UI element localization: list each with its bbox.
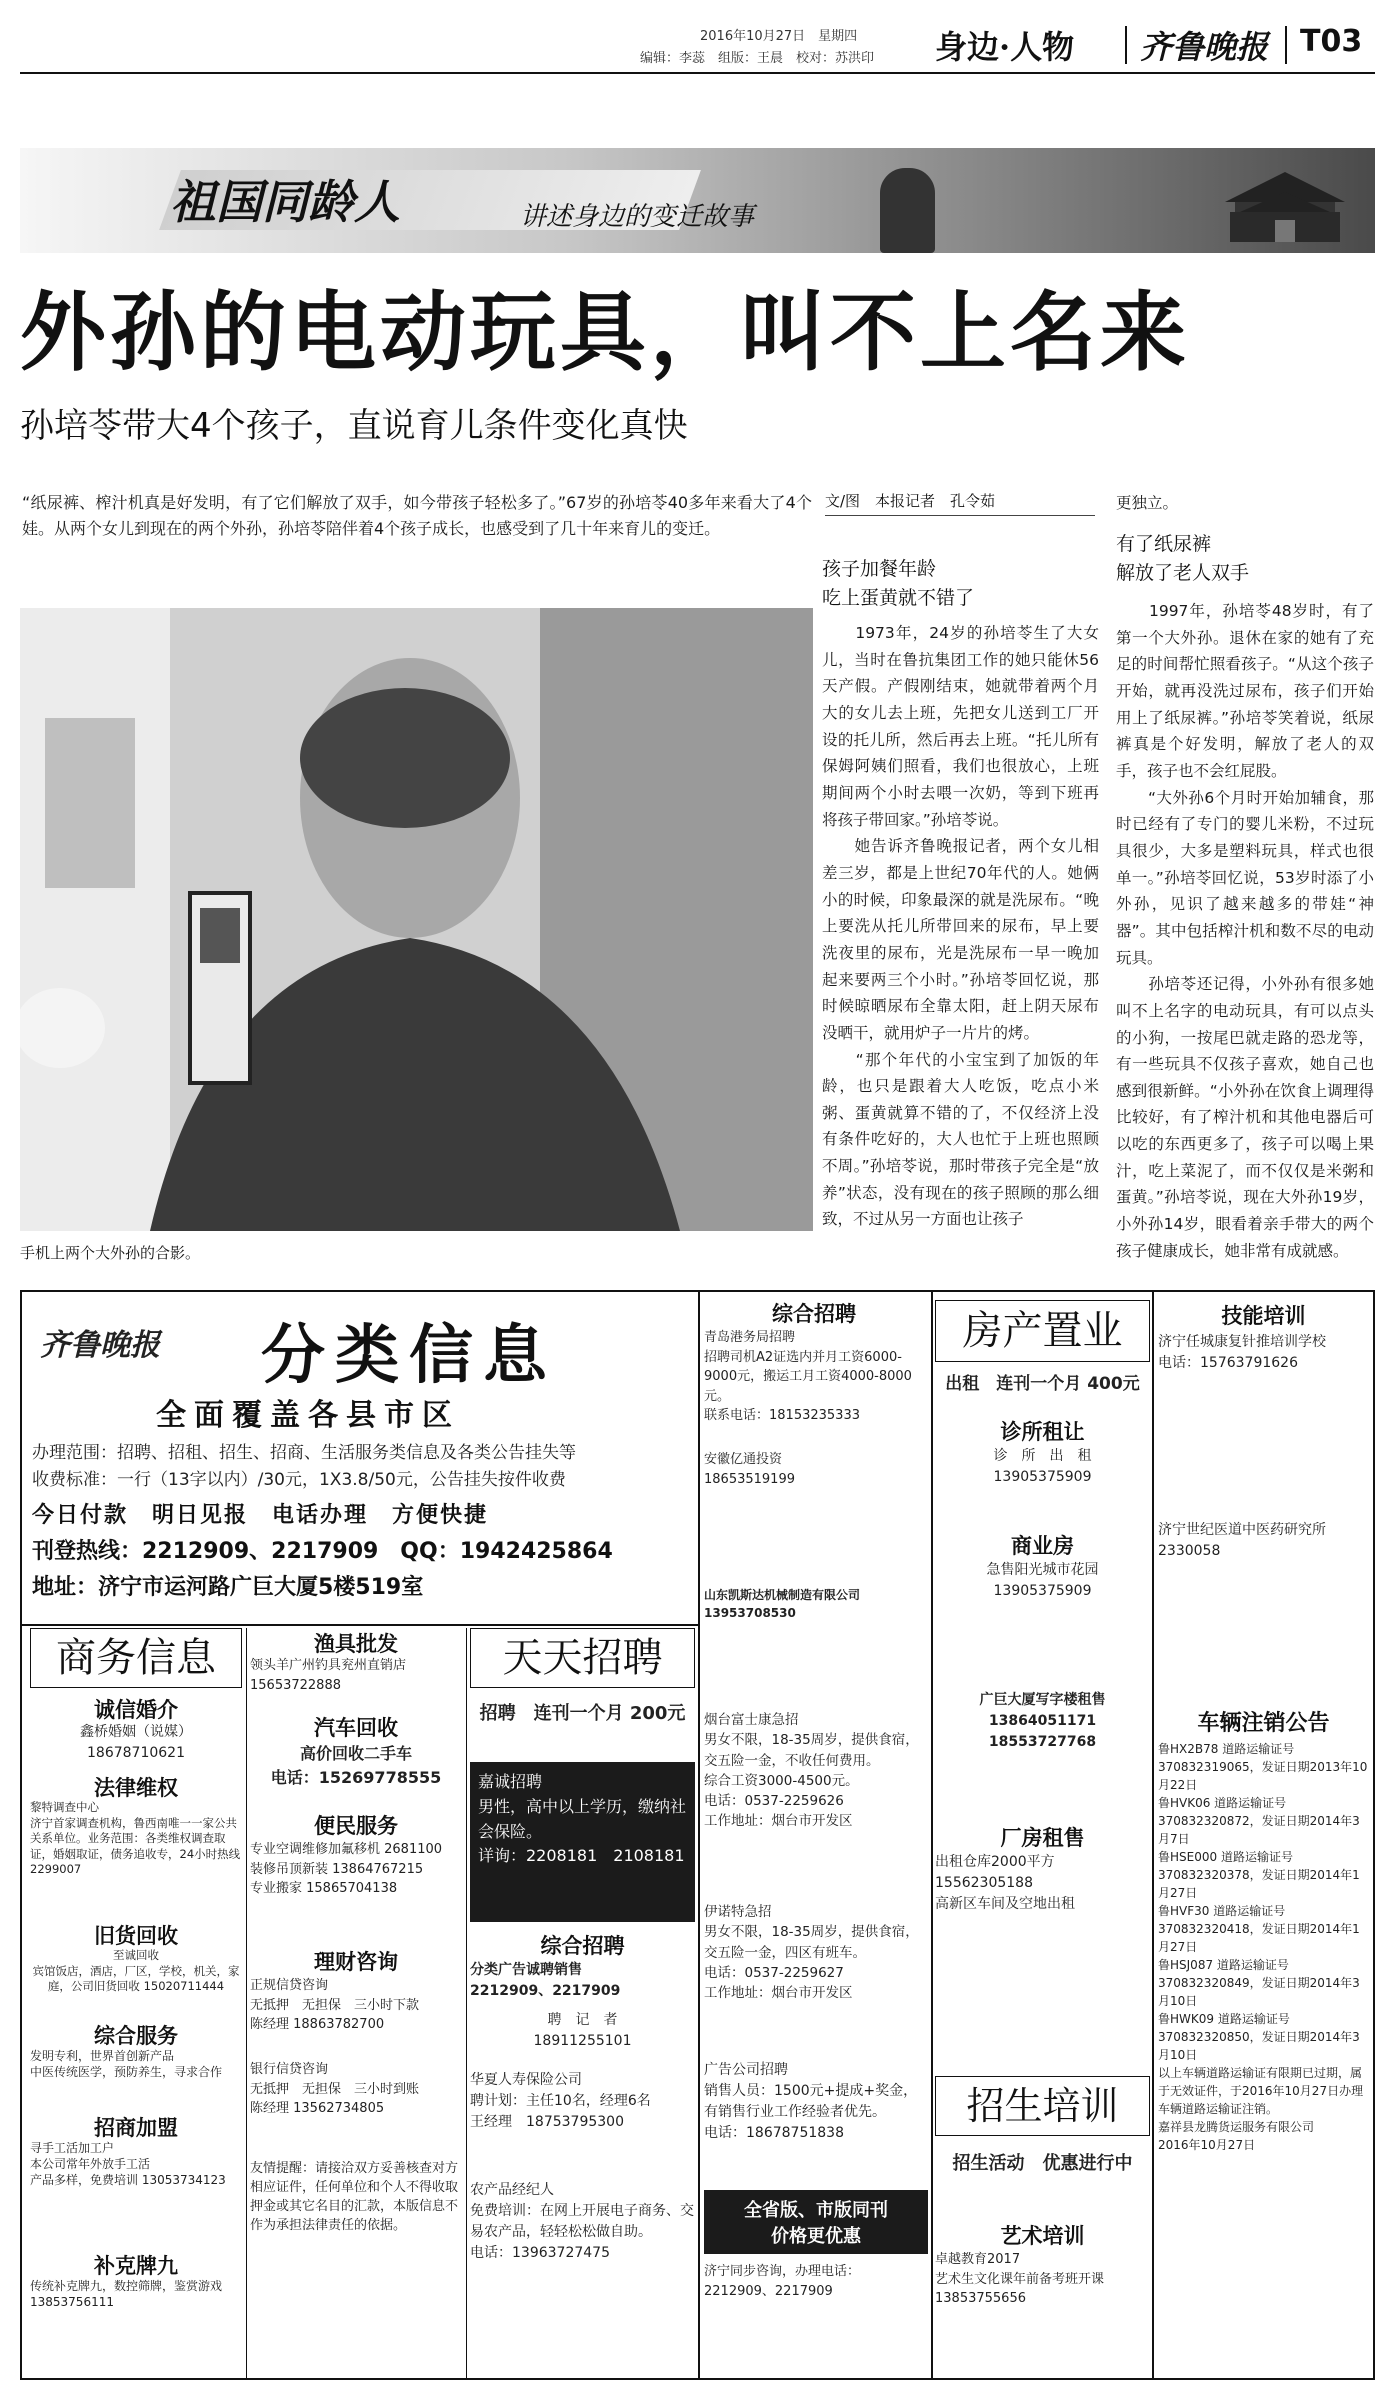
- paper-logo: 齐鲁晚报: [1140, 28, 1269, 66]
- service-heading: 综合服务: [94, 2024, 178, 2048]
- ads-hotline[interactable]: 刊登热线：2212909、2217909 QQ：1942425864: [32, 1539, 613, 1564]
- fishing-heading: 渔具批发: [314, 1632, 398, 1656]
- factory-ad: 出租仓库2000平方 15562305188 高新区车间及空地出租: [935, 1854, 1075, 1912]
- ads-address: 地址：济宁市运河路广巨大厦5楼519室: [32, 1575, 424, 1600]
- recycle-heading: 旧货回收: [94, 1924, 178, 1948]
- ads-divider-2: [466, 1628, 467, 2378]
- column-2-text: 1997年，孙培苓48岁时，有了第一个大外孙。退休在家的她有了充足的时间帮忙照看孩子。“从这个孩子开始，就再没洗过尿布，孩子们开始用上了纸尿裤。”孙培苓笑着说，纸尿裤真是个好发明，解放了老人的双手，孩子也不会红屁股。 “大外孙6个月时开始加辅食，那时已经有了专门的婴儿米粉，不过玩具很少，大多是塑料玩具，样式也很单一。”孙培苓回忆说，53岁时添了小外孙，见识了越来越多的带娃“神器”。其中包括榨汁机和数不尽的电动玩具。 孙培苓还记得，小外孙有很多她叫不上名字的电动玩具，有可以点头的小狗，一按尾巴就走路的恐龙等，有一些玩具不仅孩子喜欢，她自己也感到很新鲜。“小外孙在饮食上调理得比较好，有了榨汁机和其他电器后可以吃的东西更多了，孩子可以喝上果汁，吃上菜泥了，而不仅仅是米粥和蛋黄。”孙培苓说，现在大外孙19岁，小外孙14岁，眼看着亲手带大的两个孩子健康成长，她非常有成就感。: [1116, 602, 1374, 1260]
- agri-broker-ad: 农产品经纪人 免费培训：在网上开展电子商务、交易农产品，轻轻松松做自助。 电话：13963727475: [470, 2182, 694, 2261]
- headline: 外孙的电动玩具，叫不上名来: [20, 283, 1190, 383]
- subheadline: 孙培苓带大4个孩子，直说育儿条件变化真快: [20, 406, 688, 446]
- tonic-ad: 传统补克牌九，数控筛牌，鉴赏游戏 13853756111: [30, 2279, 223, 2310]
- finance-ad-1: 正规信贷咨询 无抵押 无担保 三小时下款 陈经理 18863782700: [250, 1978, 420, 2032]
- issue-date: 2016年10月27日 星期四: [700, 29, 858, 44]
- section-divider: [1125, 26, 1127, 64]
- law-ad: 黎特调查中心 济宁首家调查机构，鲁西南唯一一家公共关系单位。业务范围：各类维权调查取证，婚姻取证，债务追收专，24小时热线2299007: [30, 1800, 241, 1877]
- tcm-institute-ad: 济宁世纪医道中医药研究所 2330058: [1158, 1522, 1326, 1559]
- section-heading-2: 有了纸尿裤 解放了老人双手: [1116, 533, 1250, 584]
- car-recycle-heading: 汽车回收: [314, 1716, 398, 1740]
- ads-coverage: 全面覆盖各县市区: [156, 1398, 460, 1433]
- province-edition-contact: 济宁同步咨询，办理电话：2212909、2217909: [704, 2264, 861, 2299]
- general-jobs-heading: 综合招聘: [540, 1934, 625, 1958]
- reporter-ad: 聘 记 者 18911255101: [533, 2012, 632, 2049]
- yinuo-ad: 伊诺特急招 男女不限，18-35周岁，提供食宿，交五险一金，四区有班车。 电话：0537-2259627 工作地址：烟台市开发区: [704, 1904, 919, 2001]
- ads-header-bottom: [22, 1624, 698, 1626]
- factory-heading: 厂房租售: [1000, 1826, 1085, 1850]
- business-title: 商务信息: [30, 1628, 242, 1688]
- ad-company-ad: 广告公司招聘 销售人员：1500元+提成+奖金，有销售行业工作经验者优先。 电话：18678751838: [704, 2062, 918, 2141]
- banner-tagline: 讲述身边的变迁故事: [520, 202, 755, 232]
- recruit-heading: 综合招聘: [772, 1302, 856, 1326]
- jobs-price: 招聘 连刊一个月 200元: [479, 1703, 686, 1724]
- convenience-ad: 专业空调维修加氟移机 2681100 装修吊顶新装 13864767215 专业搬家 15865704138: [250, 1842, 443, 1896]
- page-divider: [1285, 26, 1287, 64]
- province-edition-ad: 全省版、市版同刊 价格更优惠: [704, 2190, 928, 2254]
- foxconn-ad: 烟台富士康急招 男女不限，18-35周岁，提供食宿，交五险一金，不收任何费用。 综合工资3000-4500元。 电话：0537-2259626 工作地址：烟台市开发区: [704, 1712, 919, 1830]
- vehicle-cancellation-heading: 车辆注销公告: [1197, 1711, 1330, 1736]
- ads-title: 分类信息: [261, 1318, 557, 1393]
- classified-header: [26, 1298, 696, 1628]
- column-1-text: 1973年，24岁的孙培苓生了大女儿，当时在鲁抗集团工作的她只能休56天产假。产假刚结束，她就带着两个月大的女儿去上班，先把女儿送到工厂开设的托儿所，然后再去上班。“托儿所有保姆阿姨们照看，我们也很放心，上班期间两个小时去喂一次奶，等到下班再将孩子带回家。”孙培苓说。 她告诉齐鲁晚报记者，两个女儿相差三岁，都是上世纪70年代的人。她俩小的时候，印象最深的就是洗尿布。“晚上要洗从托儿所带回来的尿布，早上要洗夜里的尿布，光是洗尿布一早一晚加起来要两三个小时。”孙培苓回忆说，那时候晾晒尿布全靠太阳，赶上阴天尿布没晒干，就用炉子一片片的烤。 “那个年代的小宝宝到了加饭的年龄，也只是跟着大人吃饭，吃点小米粥、蛋黄就算不错的了，不仅经济上没有条件吃好的，大人也忙于上班也照顾不周。”孙培苓说，那时带孩子完全是“放养”状态，没有现在的孩子照顾的那么细致，不过从另一方面也让孩子: [822, 624, 1099, 1229]
- enrollment-promo: 招生活动 优惠进行中: [952, 2153, 1133, 2174]
- finance-heading: 理财咨询: [314, 1950, 398, 1974]
- tonic-heading: 补克牌九: [94, 2254, 178, 2278]
- service-ad: 发明专利，世界首创新产品 中医传统医学，预防养生，寻求合作: [30, 2049, 223, 2080]
- section-heading-1: 孩子加餐年龄 吃上蛋黄就不错了: [822, 558, 975, 609]
- ads-logo: 齐鲁晚报: [40, 1328, 160, 1363]
- staff-credits: 编辑：李蕊 组版：王晨 校对：苏洪印: [640, 51, 875, 66]
- jiacheng-ad: 嘉诚招聘 男性，高中以上学历，缴纳社会保险。 详询：2208181 2108181: [470, 1762, 695, 1922]
- clinic-ad: 诊 所 出 租 13905375909: [993, 1448, 1092, 1485]
- ads-divider-3: [698, 1292, 700, 2378]
- section-name: 身边·人物: [935, 28, 1075, 66]
- ads-price: 收费标准：一行（13字以内）/30元，1X3.8/50元，公告挂失按件收费: [32, 1470, 566, 1490]
- portrait-photo: [20, 608, 813, 1231]
- law-heading: 法律维权: [94, 1776, 178, 1800]
- recycle-ad: 至诚回收 宾馆饭店，酒店，厂区，学校，机关，家庭，公司旧货回收 15020711444: [32, 1948, 240, 1994]
- ads-divider-5: [1152, 1292, 1154, 2378]
- franchise-heading: 招商加盟: [94, 2116, 178, 2140]
- banner-title: 祖国同龄人: [170, 175, 400, 229]
- real-estate-title: 房产置业: [935, 1300, 1150, 1362]
- marriage-ad: 鑫桥婚姻（说媒） 18678710621: [80, 1724, 192, 1761]
- skills-heading: 技能培训: [1221, 1304, 1306, 1328]
- column-2-lead: 更独立。: [1116, 494, 1179, 512]
- column-banner: [20, 148, 1375, 253]
- qingdao-port-ad: 青岛港务局招聘 招聘司机A2证选内并月工资6000-9000元，搬运工月工资4000-8000元。 联系电话：18153235333: [704, 1330, 912, 1423]
- clinic-heading: 诊所租让: [1000, 1420, 1085, 1444]
- header-rule: [20, 72, 1375, 74]
- art-heading: 艺术培训: [1000, 2224, 1085, 2248]
- photo-caption: 手机上两个大外孙的合影。: [20, 1244, 201, 1262]
- ads-divider-1: [246, 1628, 247, 2378]
- shop-ad: 急售阳光城市花园 13905375909: [986, 1562, 1099, 1599]
- shop-heading: 商业房: [1011, 1534, 1074, 1558]
- ads-scope: 办理范围：招聘、招租、招生、招商、生活服务类信息及各类公告挂失等: [32, 1443, 576, 1463]
- ads-divider-4: [931, 1292, 933, 2378]
- education-title: 招生培训: [935, 2076, 1150, 2136]
- finance-ad-2: 银行信贷咨询 无抵押 无担保 三小时到账 陈经理 13562734805: [250, 2062, 420, 2116]
- classified-sales-ad: 分类广告诚聘销售 2212909、2217909: [470, 1962, 621, 1999]
- real-estate-price: 出租 连刊一个月 400元: [945, 1374, 1140, 1394]
- car-recycle-ad: 高价回收二手车 电话：15269778555: [270, 1744, 442, 1787]
- franchise-ad: 寻手工活加工户 本公司常年外放手工活 产品多样，免费培训 13053734123: [30, 2141, 226, 2188]
- art-ad: 卓越教育2017 艺术生文化课年前备考班开课 13853755656: [935, 2252, 1105, 2306]
- friendly-reminder: 友情提醒：请接洽双方妥善核查对方相应证件，任何单位和个人不得收取押金或其它名目的汇款，本版信息不作为承担法律责任的依据。: [250, 2161, 459, 2233]
- ads-slogan: 今日付款 明日见报 电话办理 方便快捷: [32, 1503, 489, 1528]
- office-ad: 广巨大厦写字楼租售 13864051171 18553727768: [979, 1692, 1106, 1750]
- kaisida-ad: 山东凯斯达机械制造有限公司 13953708530: [704, 1588, 861, 1620]
- vehicle-cancellation-notice: 鲁HX2B78 道路运输证号370832319065，发证日期2013年10月22日 鲁HVK06 道路运输证号370832320872，发证日期2014年3月7日 鲁HSE000 道路运输证号370832320378，发证日期2014年1月27日 鲁HVF30 道路运输证号370832320418，发证日期2014年1月27日 鲁HSJ087 道路运输证号370832320849，发证日期2014年3月10日 鲁HWK09 道路运输证号370832320850，发证日期2014年3月10日 以上车辆道路运输证有限期已过期，属于无效证件，于2016年10月27日办理车辆道路运输证注销。 嘉祥县龙腾货运服务有限公司 2016年10月27日: [1158, 1742, 1368, 2152]
- convenience-heading: 便民服务: [314, 1814, 398, 1838]
- elder-silhouette-icon: [880, 168, 935, 253]
- rehab-school-ad: 济宁任城康复针推培训学校 电话：15763791626: [1158, 1334, 1326, 1371]
- page-number: T03: [1300, 24, 1363, 59]
- lead-paragraph: “纸尿裤、榨汁机真是好发明，有了它们解放了双手，如今带孩子轻松多了。”67岁的孙培苓40多年来看大了4个娃。从两个女儿到现在的两个外孙，孙培苓陪伴着4个孩子成长，也感受到了几十年来育儿的变迁。: [22, 493, 812, 538]
- gate-tower-icon: [1220, 162, 1350, 242]
- jobs-title: 天天招聘: [470, 1628, 695, 1688]
- byline: 文/图 本报记者 孔令茹: [825, 490, 1095, 516]
- fishing-ad: 领头羊广州钓具兖州直销店 15653722888: [250, 1658, 407, 1693]
- marriage-heading: 诚信婚介: [94, 1698, 178, 1722]
- anhui-ad: 安徽亿通投资 18653519199: [704, 1452, 795, 1487]
- insurance-ad: 华夏人寿保险公司 聘计划：主任10名，经理6名 王经理 18753795300: [470, 2072, 651, 2130]
